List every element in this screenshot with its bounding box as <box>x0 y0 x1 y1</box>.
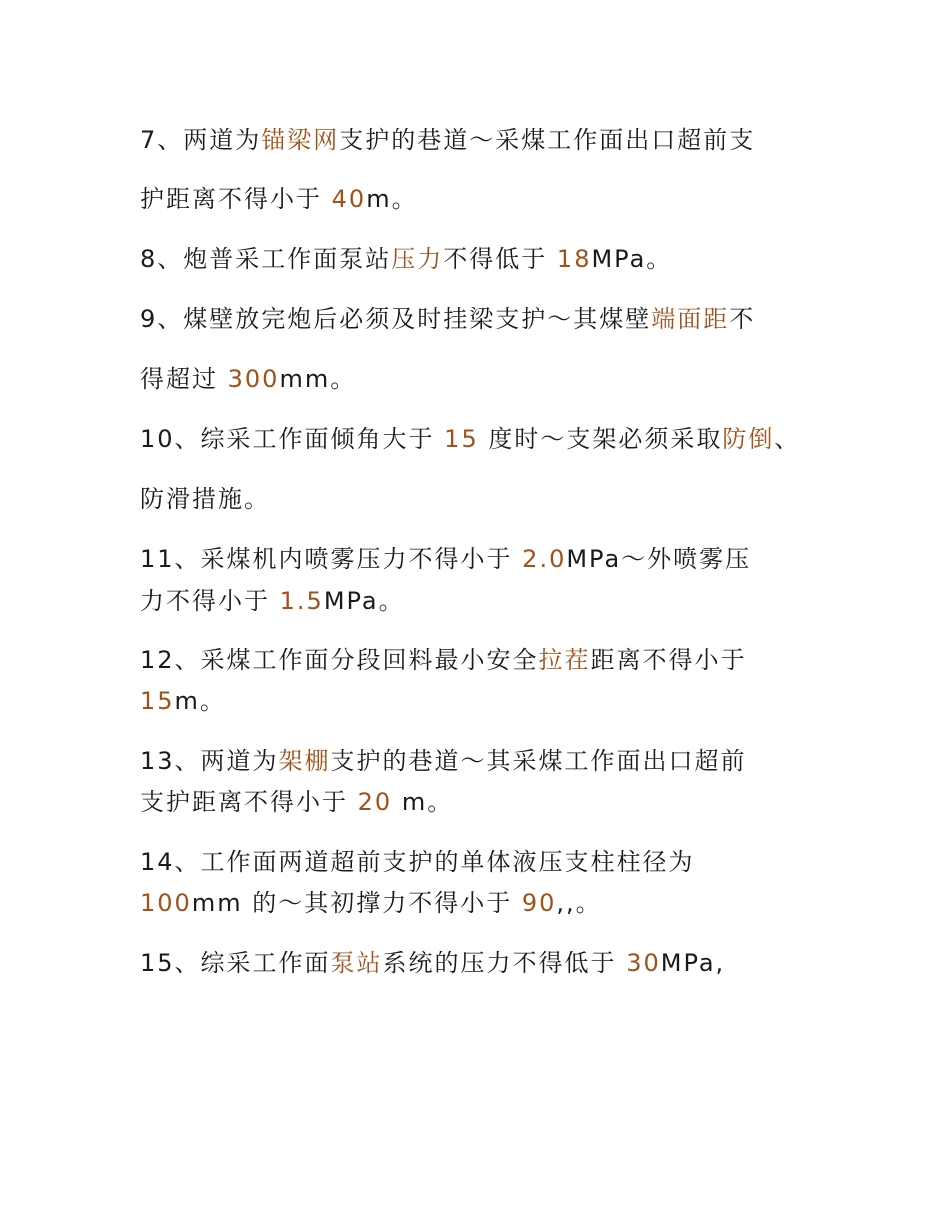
item-11-line-2: 力不得小于 1.5MPa。 <box>140 587 405 615</box>
item-13-line-1: 13、两道为架棚支护的巷道～其采煤工作面出口超前 <box>140 747 747 775</box>
item-14-line-1: 14、工作面两道超前支护的单体液压支柱柱径为 <box>140 848 695 876</box>
item-10-line-2: 防滑措施。 <box>140 485 270 513</box>
item-7-line-2: 护距离不得小于 40m。 <box>140 185 418 213</box>
item-14-line-2: 100mm 的～其初撑力不得小于 90,,。 <box>140 889 602 917</box>
item-11-line-1: 11、采煤机内喷雾压力不得小于 2.0MPa～外喷雾压 <box>140 545 752 573</box>
item-12-line-1: 12、采煤工作面分段回料最小安全拉茬距离不得小于 <box>140 646 747 674</box>
item-9-line-1: 9、煤壁放完炮后必须及时挂梁支护～其煤壁端面距不 <box>140 305 756 333</box>
item-8-line-1: 8、炮普采工作面泵站压力不得低于 18MPa。 <box>140 245 673 273</box>
item-10-line-1: 10、综采工作面倾角大于 15 度时～支架必须采取防倒、 <box>140 425 801 453</box>
item-12-line-2: 15m。 <box>140 687 226 715</box>
item-15-line-1: 15、综采工作面泵站系统的压力不得低于 30MPa, <box>140 949 726 977</box>
item-7-line-1: 7、两道为锚梁网支护的巷道～采煤工作面出口超前支 <box>140 126 756 154</box>
item-9-line-2: 得超过 300mm。 <box>140 365 357 393</box>
item-13-line-2: 支护距离不得小于 20 m。 <box>140 788 454 816</box>
